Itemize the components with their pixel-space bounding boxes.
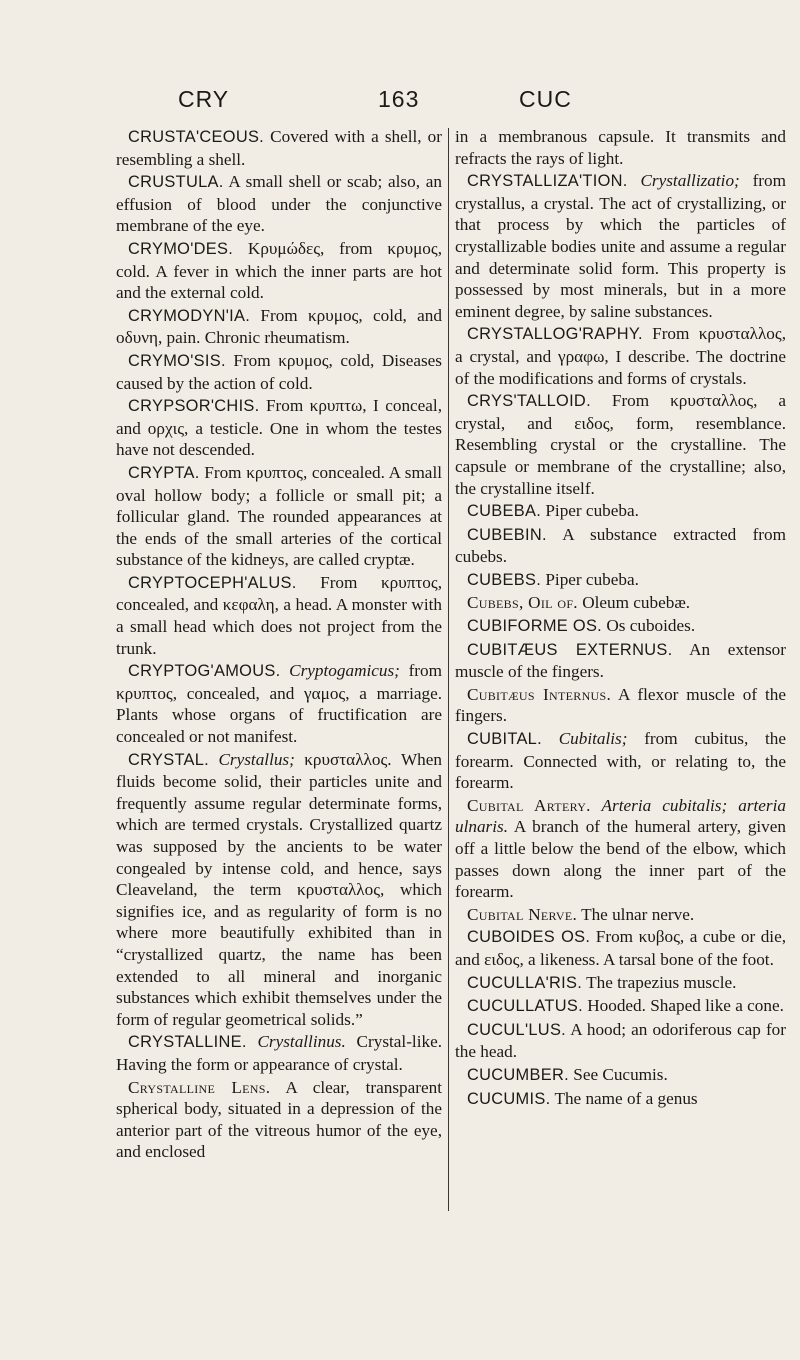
dictionary-entry <box>455 569 786 592</box>
entry-headword: CRYMO'SIS. <box>128 351 226 370</box>
entry-headword: Cubebs, Oil of. <box>467 593 578 613</box>
entry-headword: CUBEBA. <box>467 502 542 521</box>
entry-definition: Κρυμώδες, from κρυμος, cold. A fever in which the inner parts are hot and the external cold. <box>116 238 442 303</box>
entry-definition: The ulnar nerve. <box>577 904 695 924</box>
entry-headword: CUCULLATUS. <box>467 997 583 1016</box>
dictionary-entry <box>455 926 786 970</box>
dictionary-entry <box>116 749 442 1031</box>
dictionary-entry <box>455 170 786 322</box>
entry-headword: CUCUL'LUS. <box>467 1020 567 1039</box>
dictionary-entry <box>116 305 442 349</box>
dictionary-entry <box>116 660 442 747</box>
header-left-guide-word: CRY <box>178 86 230 112</box>
dictionary-entry <box>455 390 786 499</box>
entry-headword: CRYSTAL. <box>128 750 210 769</box>
entry-headword: CRYSTALLIZA'TION. <box>467 172 628 191</box>
entry-latin-term: Crystallinus. <box>246 1032 346 1052</box>
dictionary-entry <box>455 500 786 523</box>
page-number: 163 <box>378 86 420 112</box>
entry-definition: The trapezius muscle. <box>582 972 737 992</box>
entry-headword: CUBITAL. <box>467 730 542 749</box>
entry-definition: Crystal-like. Having the form or appearance of crystal. <box>116 1032 442 1074</box>
entry-definition: κρυσταλλος. When fluids become solid, their particles unite and frequently assume regular determinate forms, which are termed crystals. Crystallized quartz was supposed by the ancients to be water congealed by intense cold, and hence, says Cleaveland, the term κρυσταλλος, which signifies ice, and as regularity of form is no where more beautifully exhibited than in “crystallized quartz, the name has been extended to all mineral and inorganic substances which exhibit themselves under the form of regular geometrical solids.” <box>116 749 442 1029</box>
entry-headword: CUCULLA'RIS. <box>467 973 583 992</box>
entry-headword: CUBITÆUS EXTERNUS. <box>467 640 673 659</box>
dictionary-entry <box>455 1064 786 1087</box>
entry-definition: from crystallus, a crystal. The act of crystallizing, or that process by which the particles of crystallizable bodies unite and assume a regular and determinate solid form. This property is possessed by most minerals, but in a more eminent degree, by saline substances. <box>455 171 786 321</box>
entry-definition: Piper cubeba. <box>541 501 639 521</box>
entry-latin-term: Cryptogamicus; <box>280 661 400 681</box>
entry-definition: A clear, transparent spherical body, situated in a depression of the anterior part of the vitreous humor of the eye, and enclosed <box>116 1077 442 1162</box>
entry-definition: A substance extracted from cubebs. <box>455 524 786 567</box>
entry-headword: CRYPSOR'CHIS. <box>128 397 260 416</box>
entry-headword: Cubitæus Internus. <box>467 684 612 704</box>
dictionary-entry <box>455 323 786 389</box>
dictionary-entry <box>455 639 786 683</box>
entry-definition: From κρυπτος, concealed, and κεφαλη, a head. A monster with a small head which does not project from the trunk. <box>116 572 442 658</box>
entry-headword: CRYMODYN'IA. <box>128 306 251 325</box>
dictionary-entry <box>455 126 786 169</box>
entry-definition: The name of a genus <box>550 1088 698 1108</box>
column-divider <box>448 128 449 1211</box>
entry-headword: CRYPTOG'AMOUS. <box>128 662 281 681</box>
entry-definition: Hooded. Shaped like a cone. <box>582 996 784 1016</box>
entry-definition: An extensor muscle of the fingers. <box>455 639 786 682</box>
entry-definition: A flexor muscle of the fingers. <box>455 684 786 726</box>
dictionary-entry <box>455 684 786 727</box>
dictionary-entry <box>455 728 786 794</box>
header-right-guide-word: CUC <box>519 86 572 112</box>
dictionary-entry <box>116 462 442 571</box>
entry-headword: Crystalline Lens. <box>128 1077 271 1097</box>
entry-definition: From κρυμος, cold, Diseases caused by the action of cold. <box>116 350 442 393</box>
dictionary-entry <box>116 238 442 304</box>
entry-headword: CRUSTULA. <box>128 173 224 192</box>
dictionary-entry <box>455 592 786 614</box>
entry-definition: from cubitus, the forearm. Connected with, or relating to, the forearm. <box>455 729 787 793</box>
entry-definition: See Cucumis. <box>568 1064 668 1084</box>
entry-headword: CUBIFORME OS. <box>467 617 603 636</box>
entry-definition: From κρυσταλλος, a crystal, and γραφω, I describe. The doctrine of the modifications and forms of crystals. <box>455 324 786 388</box>
entry-definition: From κυβος, a cube or die, and ειδος, a likeness. A tarsal bone of the foot. <box>455 927 787 969</box>
dictionary-entry <box>116 395 442 461</box>
dictionary-entry <box>455 795 786 903</box>
entry-latin-term: Cubitalis; <box>541 729 628 749</box>
dictionary-entry <box>455 524 786 568</box>
right-column <box>455 126 786 1111</box>
dictionary-entry <box>455 615 786 638</box>
entry-definition: From κρυσταλλος, a crystal, and ειδος, form, resemblance. Resembling crystal or the crystalline. The capsule or membrane of the crystalline; also, the crystalline itself. <box>455 391 786 498</box>
entry-headword: CRYSTALLINE. <box>128 1033 247 1052</box>
entry-definition: Os cuboides. <box>602 616 696 636</box>
entry-headword: CUCUMIS. <box>467 1089 551 1108</box>
entry-latin-term: Crystallus; <box>209 749 295 769</box>
entry-definition: From κρυμος, cold, and οδυνη, pain. Chronic rheumatism. <box>116 305 442 348</box>
entry-headword: CRYS'TALLOID. <box>467 392 591 411</box>
entry-headword: CRYMO'DES. <box>128 239 234 258</box>
dictionary-entry <box>455 1019 786 1063</box>
dictionary-entry <box>116 126 442 170</box>
dictionary-entry <box>116 1031 442 1075</box>
entry-headword: CRYPTA. <box>128 463 200 482</box>
entry-latin-term: Crystallizatio; <box>627 171 740 191</box>
entry-definition: Piper cubeba. <box>541 569 639 589</box>
entry-headword: CRUSTA'CEOUS. <box>128 128 265 146</box>
left-column <box>116 126 442 1164</box>
entry-definition: Oleum cubebæ. <box>577 593 691 613</box>
entry-headword: CRYPTOCEPH'ALUS. <box>128 573 297 592</box>
entry-definition: in a membranous capsule. It transmits and refracts the rays of light. <box>455 127 786 168</box>
entry-definition: A branch of the humeral artery, given off a little below the bend of the elbow, which passes down along the inner part of the forearm. <box>455 817 786 902</box>
entry-latin-term: Arteria cubitalis; arteria ulnaris. <box>455 795 786 837</box>
entry-headword: Cubital Nerve. <box>467 904 578 924</box>
dictionary-entry <box>455 904 786 926</box>
dictionary-entry <box>455 972 786 995</box>
entry-headword: CUBEBIN. <box>467 525 547 544</box>
entry-definition: from κρυπτος, concealed, and γαμος, a marriage. Plants whose organs of fructification are concealed or not manifest. <box>116 661 442 747</box>
dictionary-entry <box>116 1077 442 1163</box>
entry-headword: CUBOIDES OS. <box>467 928 591 947</box>
entry-headword: CUBEBS. <box>467 570 542 589</box>
dictionary-entry <box>116 572 442 659</box>
dictionary-entry <box>455 1088 786 1111</box>
dictionary-entry <box>116 171 442 237</box>
dictionary-entry <box>116 350 442 394</box>
entry-definition: From κρυπτος, concealed. A small oval hollow body; a follicle or small pit; a follicular gland. The rounded appearances at the ends of the small arteries of the cortical substance of the kidneys, are called cryptæ. <box>116 462 442 570</box>
entry-definition: Covered with a shell, or resembling a shell. <box>116 127 442 169</box>
entry-definition: A hood; an odoriferous cap for the head. <box>455 1019 786 1062</box>
running-header <box>0 86 800 116</box>
entry-headword: CRYSTALLOG'RAPHY. <box>467 325 643 344</box>
entry-headword: CUCUMBER. <box>467 1065 569 1084</box>
entry-definition: From κρυπτω, I conceal, and ορχις, a testicle. One in whom the testes have not descended. <box>116 396 442 460</box>
dictionary-entry <box>455 995 786 1018</box>
entry-definition: A small shell or scab; also, an effusion of blood under the conjunctive membrane of the eye. <box>116 172 442 236</box>
entry-headword: Cubital Artery. <box>467 795 591 815</box>
